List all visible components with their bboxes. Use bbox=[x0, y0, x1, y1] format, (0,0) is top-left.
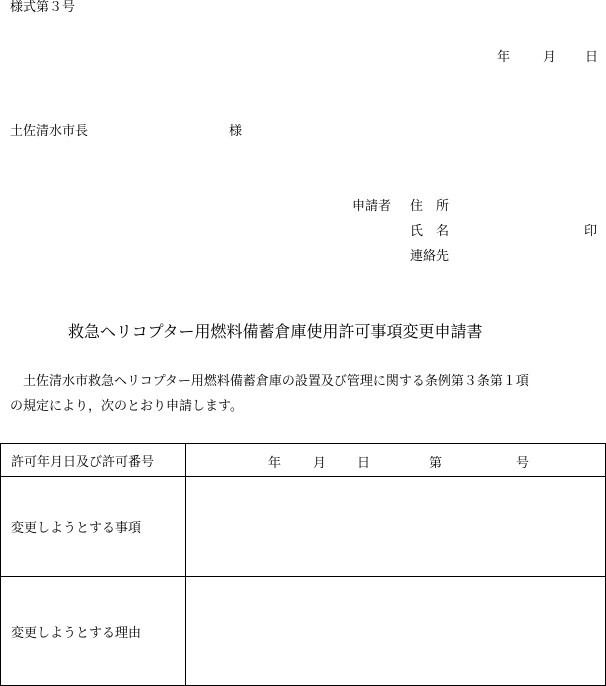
form-number: 様式第３号 bbox=[10, 0, 76, 15]
table-row bbox=[1, 444, 606, 477]
permit-number-prefix: 第 bbox=[429, 456, 443, 471]
permit-info-label: 許可年月日及び許可番号 bbox=[1, 444, 186, 477]
contact-label: 連絡先 bbox=[410, 249, 450, 264]
addressee-suffix: 様 bbox=[229, 124, 243, 139]
addressee: 土佐清水市長 bbox=[10, 124, 89, 139]
change-reason-field[interactable] bbox=[186, 577, 606, 686]
table-row bbox=[1, 477, 606, 577]
address-label: 住 所 bbox=[410, 199, 450, 214]
change-item-field[interactable] bbox=[186, 477, 606, 577]
document-title: 救急ヘリコプター用燃料備蓄倉庫使用許可事項変更申請書 bbox=[68, 322, 483, 341]
applicant-label: 申請者 bbox=[352, 199, 392, 214]
body-text-line-2: の規定により，次のとおり申請します。 bbox=[10, 399, 243, 414]
permit-number-suffix: 号 bbox=[516, 456, 530, 471]
permit-day-label: 日 bbox=[357, 456, 371, 471]
date-month-label: 月 bbox=[543, 50, 557, 65]
name-label: 氏 名 bbox=[410, 224, 450, 239]
permit-year-label: 年 bbox=[268, 456, 282, 471]
permit-month-label: 月 bbox=[313, 456, 327, 471]
change-reason-label: 変更しようとする理由 bbox=[1, 577, 186, 686]
date-year-label: 年 bbox=[497, 50, 511, 65]
change-item-label: 変更しようとする事項 bbox=[1, 477, 186, 577]
permit-info-field[interactable] bbox=[186, 444, 606, 477]
date-line bbox=[497, 50, 598, 66]
application-table bbox=[0, 443, 606, 686]
date-day-label: 日 bbox=[585, 50, 599, 65]
table-row bbox=[1, 577, 606, 686]
body-text-line-1: 土佐清水市救急ヘリコプター用燃料備蓄倉庫の設置及び管理に関する条例第３条第１項 bbox=[10, 374, 529, 389]
seal-mark: 印 bbox=[584, 224, 598, 239]
